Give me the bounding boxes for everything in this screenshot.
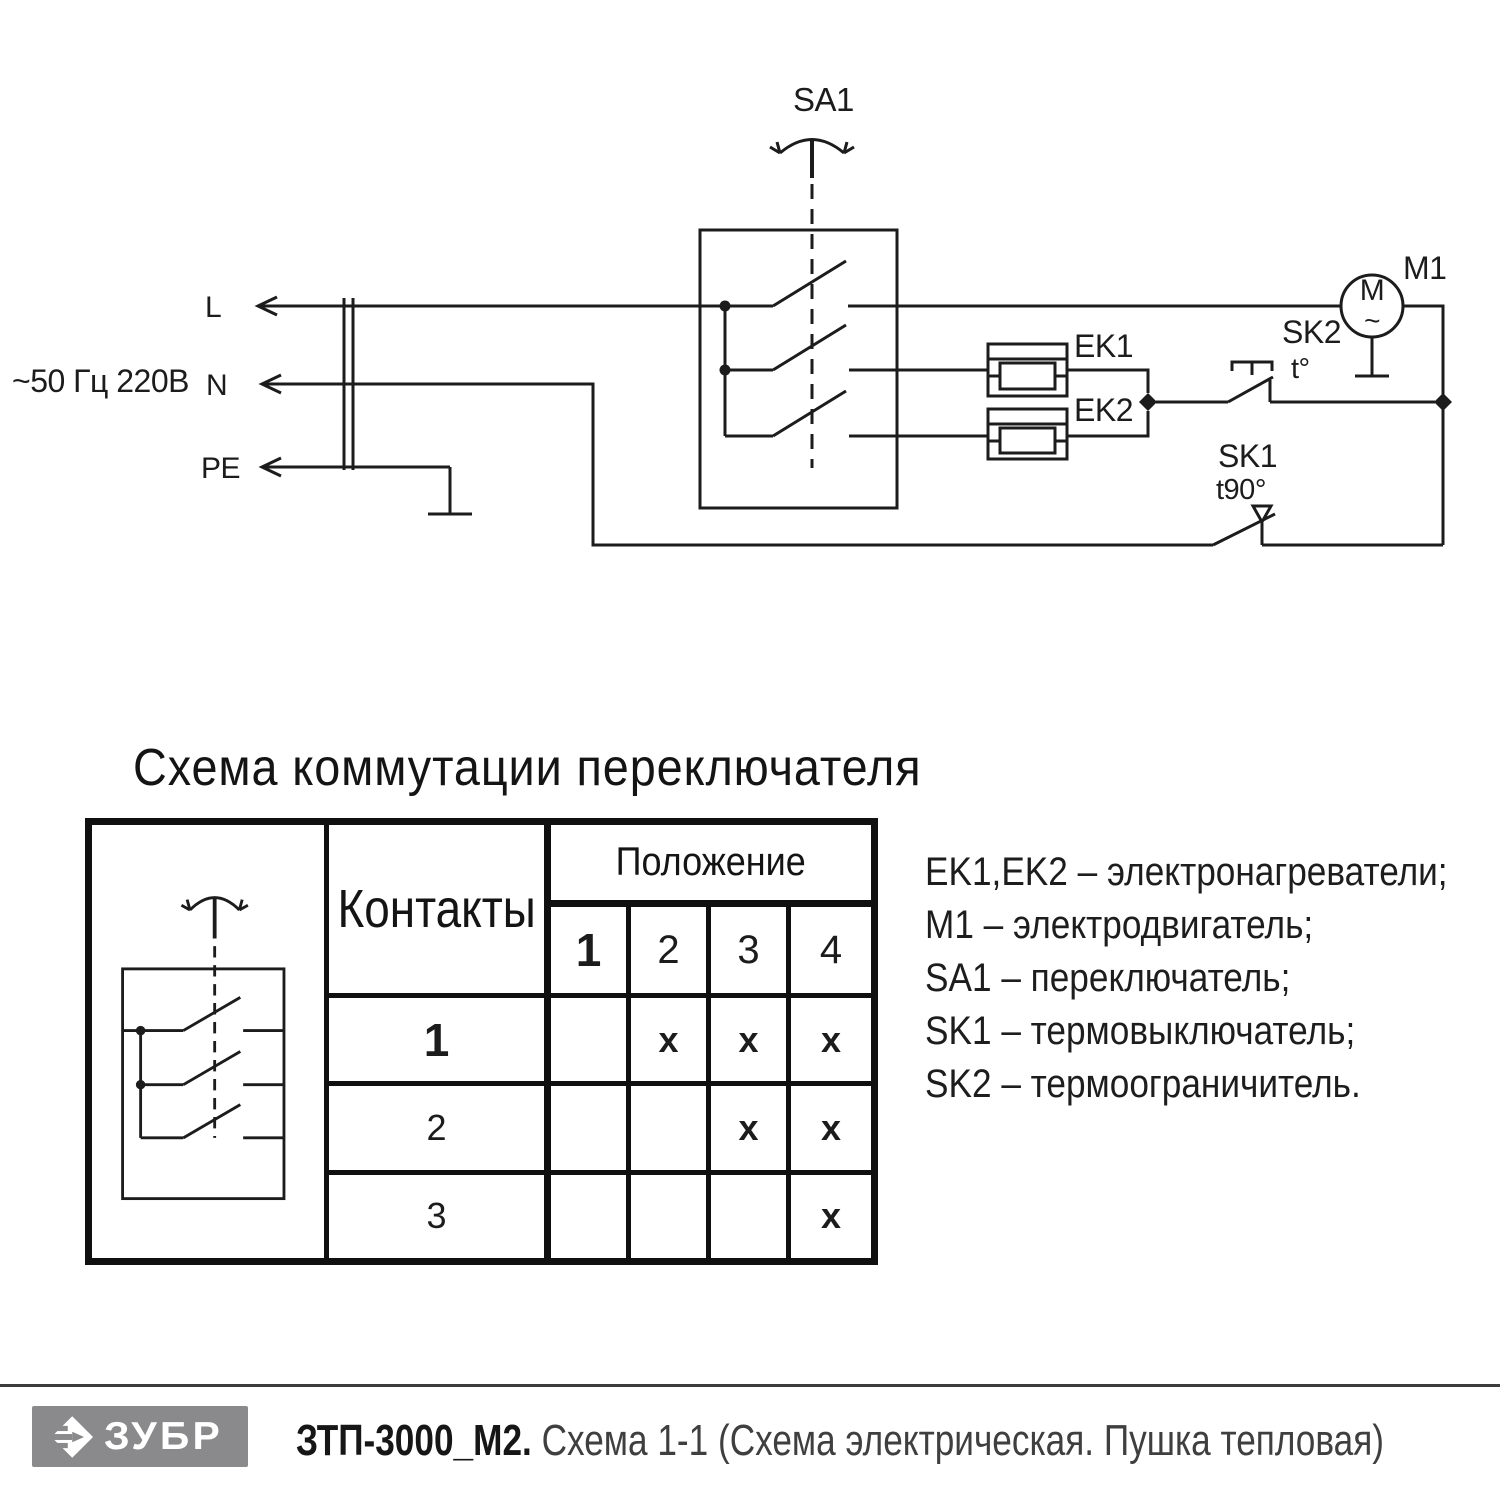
sk2-temp-label: t° <box>1291 353 1310 385</box>
commutation-table <box>85 818 878 1265</box>
contact-row-label: 1 <box>329 993 551 1081</box>
legend-item: SA1 – переключатель; <box>925 956 1291 1000</box>
wire-pe <box>262 458 472 514</box>
mark-cell: x <box>711 1081 791 1169</box>
mark-cell: x <box>631 993 711 1081</box>
component-legend <box>925 846 1448 1111</box>
footer-separator <box>0 1384 1500 1387</box>
mark-cell: x <box>791 993 871 1081</box>
position-header: Положение <box>615 840 807 884</box>
motor-letter: M <box>1359 274 1385 307</box>
contacts-header-cell <box>329 825 551 993</box>
earth-ground-icon <box>428 467 472 514</box>
mark-cell: x <box>791 1170 871 1258</box>
model-name: ЗТП-3000_М2. <box>296 1416 532 1465</box>
position-3: 3 <box>711 907 791 993</box>
contact-row-label: 2 <box>329 1081 551 1169</box>
electrical-schematic <box>0 0 1500 620</box>
ek1-label: EK1 <box>1074 328 1133 364</box>
mark-cell <box>631 1170 711 1258</box>
mark-cell <box>551 993 631 1081</box>
m1-label: M1 <box>1403 250 1447 286</box>
contact-row-label: 3 <box>329 1170 551 1258</box>
zubr-logo-text: ЗУБР <box>104 1414 223 1458</box>
position-1: 1 <box>551 907 631 993</box>
motor-ac-sign: ~ <box>1364 305 1380 336</box>
sa1-label: SA1 <box>793 81 854 118</box>
contacts-header: Контакты <box>337 879 536 939</box>
mark-cell <box>551 1081 631 1169</box>
position-4: 4 <box>819 927 843 972</box>
rotary-switch-icon <box>96 825 321 1258</box>
sk1-temp-label: t90° <box>1216 474 1266 506</box>
mark-cell: x <box>711 993 791 1081</box>
footer-caption <box>296 1416 1384 1466</box>
wire-n <box>262 375 1213 545</box>
sk1-label: SK1 <box>1218 438 1277 474</box>
wire-pe-label: PE <box>201 452 241 485</box>
mark-cell <box>711 1170 791 1258</box>
legend-item: EK1,EK2 – электронагреватели; <box>925 850 1448 894</box>
mark-cell <box>631 1081 711 1169</box>
legend-item: M1 – электродвигатель; <box>925 903 1314 947</box>
sk2-label: SK2 <box>1282 314 1341 350</box>
legend-item: SK1 – термовыключатель; <box>925 1009 1356 1053</box>
commutation-title: Схема коммутации переключателя <box>133 739 922 797</box>
mark-cell <box>551 1170 631 1258</box>
switch-symbol-cell <box>92 825 329 1258</box>
zubr-logo-icon <box>44 1411 96 1463</box>
supply-label: ~50 Гц 220В <box>12 363 189 399</box>
scheme-description: Схема 1-1 (Схема электрическая. Пушка тепловая) <box>541 1416 1385 1465</box>
wire-l-label: L <box>205 291 222 324</box>
sa1-rotary-actuator <box>770 139 854 468</box>
legend-item: SK2 – термоограничитель. <box>925 1062 1361 1106</box>
zubr-logo <box>32 1406 248 1467</box>
wire-l <box>258 297 773 315</box>
position-header-cell <box>551 825 871 907</box>
sk1-thermal-switch-symbol <box>1213 506 1443 545</box>
switch-blades <box>773 261 846 436</box>
wire-n-label: N <box>206 369 228 402</box>
position-2: 2 <box>631 907 711 993</box>
ek2-label: EK2 <box>1074 392 1133 428</box>
mark-cell: x <box>791 1081 871 1169</box>
